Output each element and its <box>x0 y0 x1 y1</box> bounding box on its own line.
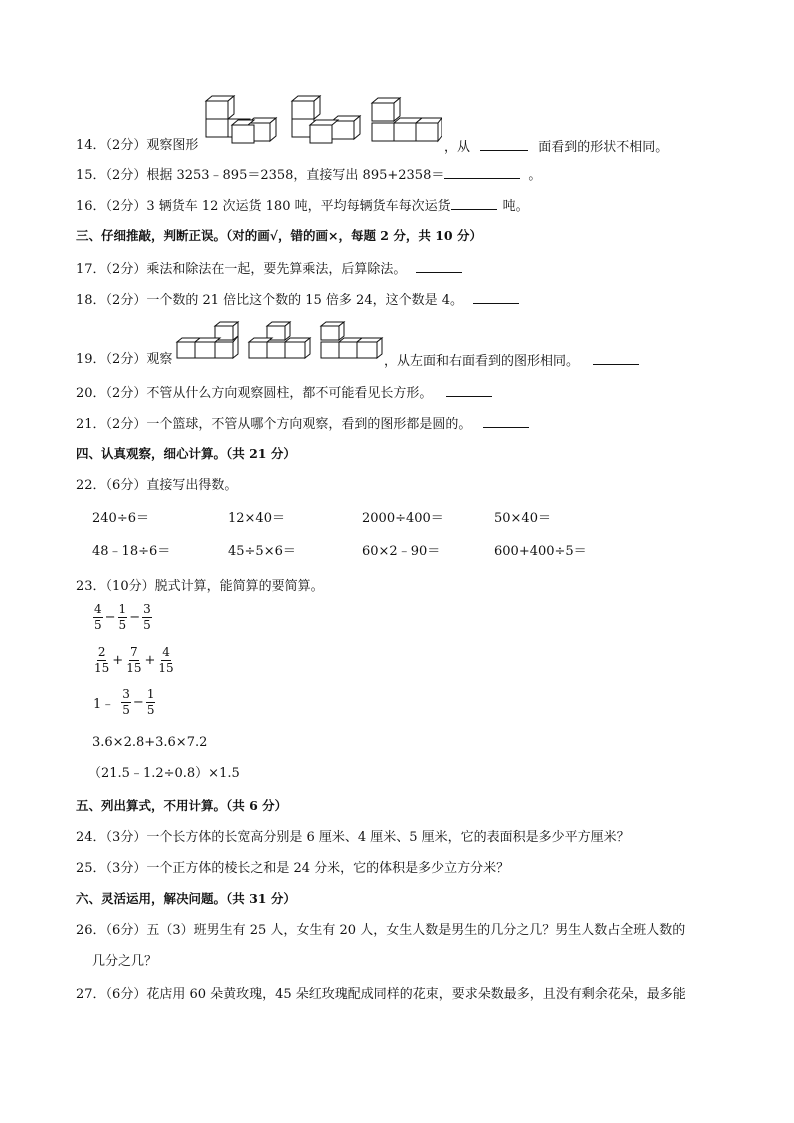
q14-answer-blank[interactable] <box>480 137 528 151</box>
question-22-title: 22．（6分）直接写出得数。 <box>76 478 238 493</box>
q20-text: 20．（2分）不管从什么方向观察圆柱，都不可能看见长方形。 <box>76 386 433 401</box>
fraction: $\frac{1}{5}$ <box>118 602 127 632</box>
q23-expression-5: （21.5﹣1.2÷0.8）×1.5 <box>88 766 240 781</box>
q23-expression-3: 1﹣ $\frac{3}{5}$ − $\frac{1}{5}$ <box>93 687 155 717</box>
question-27: 27．（6分）花店用 60 朵黄玫瑰，45 朵红玫瑰配成同样的花束，要求朵数最多，且没有剩余花朵，最多能 <box>76 987 686 1002</box>
q22-item: 50×40＝ <box>494 511 551 526</box>
q15-suffix: 。 <box>528 168 542 183</box>
q14-mid: ，从 <box>444 140 471 155</box>
section-4-heading: 四、认真观察，细心计算。（共 21 分） <box>76 446 296 461</box>
q22-item: 12×40＝ <box>228 511 285 526</box>
question-20 <box>76 383 492 403</box>
question-15 <box>76 165 541 185</box>
q19-figure-2 <box>249 322 310 358</box>
question-14 <box>76 137 198 155</box>
q23-expression-1: $\frac{4}{5}$ − $\frac{1}{5}$ − $\frac{3}{5}$ <box>94 602 151 632</box>
q19-figure-3 <box>321 322 382 358</box>
question-17 <box>76 259 462 279</box>
q22-item: 600+400÷5＝ <box>494 544 587 559</box>
q18-text: 18．（2分）一个数的 21 倍比这个数的 15 倍多 24，这个数是 4。 <box>76 293 464 308</box>
q14-cube-figures <box>202 95 442 155</box>
question-18 <box>76 290 519 310</box>
q14-prefix: 14．（2分）观察图形 <box>76 138 199 153</box>
q14-figure-2 <box>292 96 360 143</box>
fraction: $\frac{3}{5}$ <box>143 602 151 632</box>
question-19-tail <box>384 351 639 371</box>
fraction: $\frac{7}{15}$ <box>126 645 142 675</box>
fraction: $\frac{2}{15}$ <box>94 645 110 675</box>
q19-figure-1 <box>177 322 238 358</box>
q23-expression-4: 3.6×2.8+3.6×7.2 <box>92 735 208 750</box>
section-3-heading: 三、仔细推敲，判断正误。（对的画√，错的画×，每题 2 分，共 10 分） <box>76 228 482 243</box>
fraction: $\frac{4}{5}$ <box>94 602 102 632</box>
q19-prefix: 19．（2分）观察 <box>76 352 173 367</box>
q22-item: 2000÷400＝ <box>362 511 444 526</box>
q15-text: 15．（2分）根据 3253﹣895＝2358，直接写出 895+2358＝ <box>76 168 445 183</box>
question-24: 24．（3分）一个长方体的长宽高分别是 6 厘米、4 厘米、5 厘米，它的表面积是多少平方厘米？ <box>76 830 630 845</box>
q14-suffix: 面看到的形状不相同。 <box>538 140 669 155</box>
q20-answer-blank[interactable] <box>446 383 492 397</box>
q21-answer-blank[interactable] <box>483 414 529 428</box>
fraction: $\frac{3}{5}$ <box>122 687 130 717</box>
q14-figure-3 <box>372 98 442 141</box>
q18-answer-blank[interactable] <box>473 290 519 304</box>
q21-text: 21．（2分）一个篮球，不管从哪个方向观察，看到的图形都是圆的。 <box>76 417 472 432</box>
q16-answer-blank[interactable] <box>451 196 497 210</box>
question-19 <box>76 351 172 369</box>
q14-figure-1 <box>206 96 276 143</box>
q19-answer-blank[interactable] <box>593 351 639 365</box>
q17-text: 17．（2分）乘法和除法在一起，要先算乘法，后算除法。 <box>76 262 407 277</box>
fraction: $\frac{4}{15}$ <box>158 645 174 675</box>
question-26-line-1: 26．（6分）五（3）班男生有 25 人，女生有 20 人，女生人数是男生的几分之几？男生人数占全班人数的 <box>76 923 686 938</box>
q22-item: 240÷6＝ <box>92 511 149 526</box>
q16-suffix: 吨。 <box>502 199 529 214</box>
question-16 <box>76 196 529 216</box>
q22-item: 60×2﹣90＝ <box>362 544 441 559</box>
question-21 <box>76 414 529 434</box>
q22-item: 45÷5×6＝ <box>228 544 296 559</box>
section-5-heading: 五、列出算式，不用计算。（共 6 分） <box>76 798 288 813</box>
q23-expression-2: $\frac{2}{15}$ + $\frac{7}{15}$ + $\frac{4}{15}$ <box>94 645 174 675</box>
q19-suffix: ，从左面和右面看到的图形相同。 <box>384 354 580 369</box>
q19-cube-figures <box>175 320 385 364</box>
section-6-heading: 六、灵活运用，解决问题。（共 31 分） <box>76 891 296 906</box>
q22-item: 48﹣18÷6＝ <box>92 544 171 559</box>
q15-answer-blank[interactable] <box>444 165 520 179</box>
question-25: 25．（3分）一个正方体的棱长之和是 24 分米，它的体积是多少立方分米？ <box>76 861 510 876</box>
question-26-line-2: 几分之几？ <box>92 954 158 969</box>
question-23-title: 23．（10分）脱式计算，能简算的要简算。 <box>76 579 324 594</box>
q16-text: 16．（2分）3 辆货车 12 次运货 180 吨，平均每辆货车每次运货 <box>76 199 451 214</box>
question-14-tail <box>444 137 668 157</box>
q17-answer-blank[interactable] <box>416 259 462 273</box>
fraction: $\frac{1}{5}$ <box>146 687 155 717</box>
